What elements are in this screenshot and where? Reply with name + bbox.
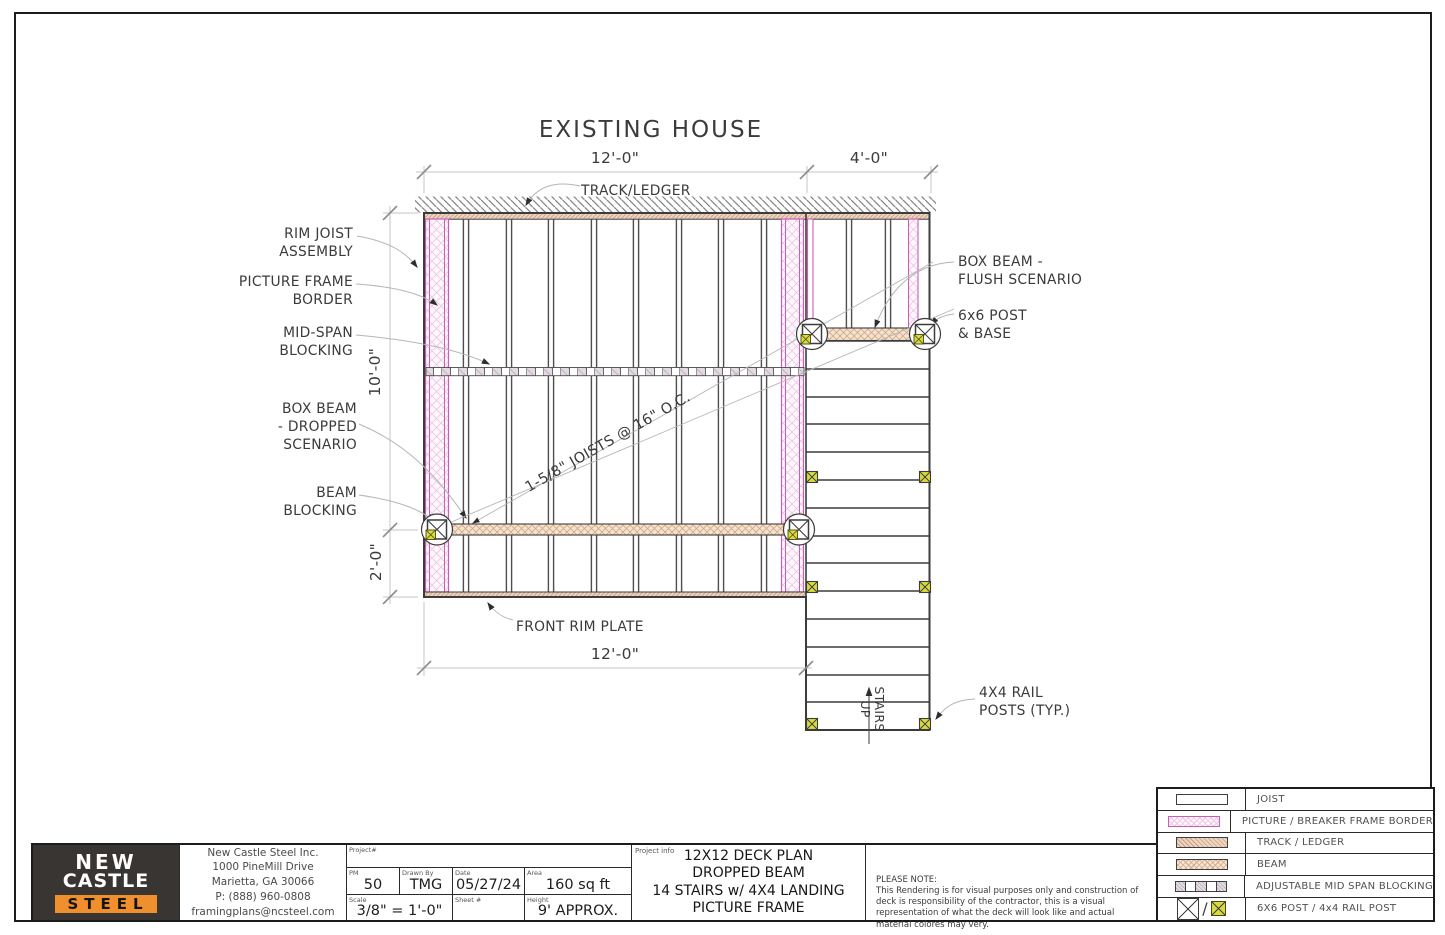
- scale-value: 3/8" = 1'-0": [356, 903, 443, 919]
- note-title: PLEASE NOTE:: [876, 875, 937, 885]
- post-symbols: [1158, 898, 1246, 920]
- track-ledger-label: TRACK/LEDGER: [581, 183, 691, 199]
- legend-label-picture-frame: PICTURE / BREAKER FRAME BORDER: [1241, 815, 1433, 827]
- company-email: framingplans@ncsteel.com: [191, 905, 335, 918]
- rim-joist-label-2: ASSEMBLY: [279, 244, 353, 260]
- dim-side-lower: 2'-0": [367, 542, 385, 582]
- pm-value: 50: [363, 876, 383, 893]
- stairs-label: STAIRS: [872, 686, 887, 732]
- logo-line-steel: STEEL: [55, 895, 156, 914]
- date-value: 05/27/24: [455, 876, 522, 893]
- box-flush-label-2: FLUSH SCENARIO: [958, 272, 1083, 288]
- legend-row-posts: [1158, 897, 1433, 920]
- dim-top-main: 12'-0": [590, 149, 640, 167]
- box-dropped-label-1: BOX BEAM: [282, 401, 357, 417]
- sheet-fields: [346, 845, 631, 920]
- sheet-number-label: Sheet #: [455, 895, 482, 904]
- picture-frame-label-1: PICTURE FRAME: [238, 274, 353, 290]
- scale-label: Scale: [349, 895, 367, 904]
- front-rim-label: FRONT RIM PLATE: [516, 619, 644, 635]
- project-info: [631, 845, 865, 920]
- rail-post-icon: [1211, 901, 1226, 916]
- slash-separator: /: [1202, 899, 1208, 919]
- legend-label-posts: 6X6 POST / 4x4 RAIL POST: [1257, 903, 1397, 915]
- company-info: [179, 845, 346, 920]
- picture-frame-label-2: BORDER: [292, 292, 353, 308]
- legend: [1156, 787, 1435, 922]
- project-info-line-3: 14 STAIRS w/ 4X4 LANDING: [652, 882, 845, 899]
- rail-posts-label-2: POSTS (TYP.): [979, 703, 1071, 719]
- company-address1: 1000 PineMill Drive: [212, 861, 314, 874]
- beam-blocking-label-2: BLOCKING: [283, 503, 357, 519]
- beam-symbol: [1158, 854, 1246, 875]
- post-base-label-1: 6x6 POST: [958, 308, 1027, 324]
- box-flush-label-1: BOX BEAM -: [958, 254, 1043, 270]
- track-ledger-symbol: [1158, 833, 1246, 854]
- legend-label-beam: BEAM: [1257, 859, 1287, 871]
- mid-span-label-2: BLOCKING: [279, 343, 353, 359]
- joists-spacing-label: 1-5/8" JOISTS @ 16" O.C.: [522, 389, 694, 496]
- legend-label-mid-span-blocking: ADJUSTABLE MID SPAN BLOCKING: [1255, 881, 1433, 893]
- existing-house-title: EXISTING HOUSE: [538, 117, 764, 143]
- title-block: [31, 843, 1159, 930]
- project-info-line-1: 12X12 DECK PLAN: [683, 847, 814, 864]
- post-base-label-2: & BASE: [958, 326, 1012, 342]
- project-info-line-4: PICTURE FRAME: [692, 900, 805, 916]
- logo-line-castle: CASTLE: [62, 869, 150, 892]
- project-info-label: Project info: [635, 847, 675, 855]
- company-phone: P: (888) 960-0808: [215, 890, 311, 903]
- company-address2: Marietta, GA 30066: [211, 876, 315, 889]
- stairs-up-label: UP: [858, 700, 873, 718]
- area-value: 160 sq ft: [545, 876, 611, 893]
- picture-frame-symbol: [1158, 811, 1231, 832]
- legend-row-beam: [1158, 853, 1433, 875]
- company-name: New Castle Steel Inc.: [207, 846, 319, 859]
- legend-row-mid-span-blocking: [1158, 875, 1433, 897]
- legend-row-track-ledger: [1158, 832, 1433, 854]
- company-logo: [33, 845, 179, 920]
- mid-span-label-1: MID-SPAN: [283, 325, 353, 341]
- note-body: This Rendering is for visual purposes only and construction of deck is responsibility of the contractor, this is a visual representation of what the deck will look like and actual material colores may very.: [876, 886, 1139, 930]
- legend-row-joist: [1158, 789, 1433, 810]
- legend-row-picture-frame: [1158, 810, 1433, 832]
- project-number-label: Project#: [349, 846, 377, 854]
- drawn-by-label: Drawn By: [402, 869, 434, 877]
- date-label: Date: [455, 869, 471, 877]
- dim-bottom: 12'-0": [590, 645, 640, 663]
- project-info-line-2: DROPPED BEAM: [692, 865, 805, 881]
- dim-top-landing: 4'-0": [849, 149, 889, 167]
- height-label: Height: [527, 895, 549, 904]
- mid-span-blocking-band: [426, 368, 804, 376]
- drawn-by-value: TMG: [409, 876, 443, 893]
- height-value: 9' APPROX.: [537, 903, 619, 919]
- joist-symbol: [1158, 789, 1246, 810]
- dropped-box-beam: [424, 524, 806, 535]
- rim-joist-label-1: RIM JOIST: [284, 226, 353, 242]
- logo-line-new: NEW: [75, 849, 137, 874]
- legend-label-track-ledger: TRACK / LEDGER: [1257, 837, 1345, 849]
- rail-posts-label-1: 4X4 RAIL: [979, 685, 1044, 701]
- mid-span-blocking-symbol: [1158, 876, 1245, 897]
- area-label: Area: [527, 869, 542, 877]
- box-dropped-label-3: SCENARIO: [283, 437, 357, 453]
- dim-side-upper: 10'-0": [366, 347, 384, 397]
- box-dropped-label-2: - DROPPED: [277, 419, 357, 435]
- legend-label-joist: JOIST: [1257, 793, 1285, 805]
- pm-label: PM: [349, 869, 359, 877]
- beam-blocking-label-1: BEAM: [316, 485, 357, 501]
- six-by-six-post-icon: [1177, 898, 1199, 920]
- disclaimer-note: [865, 845, 1157, 930]
- stair-treads: [806, 369, 930, 702]
